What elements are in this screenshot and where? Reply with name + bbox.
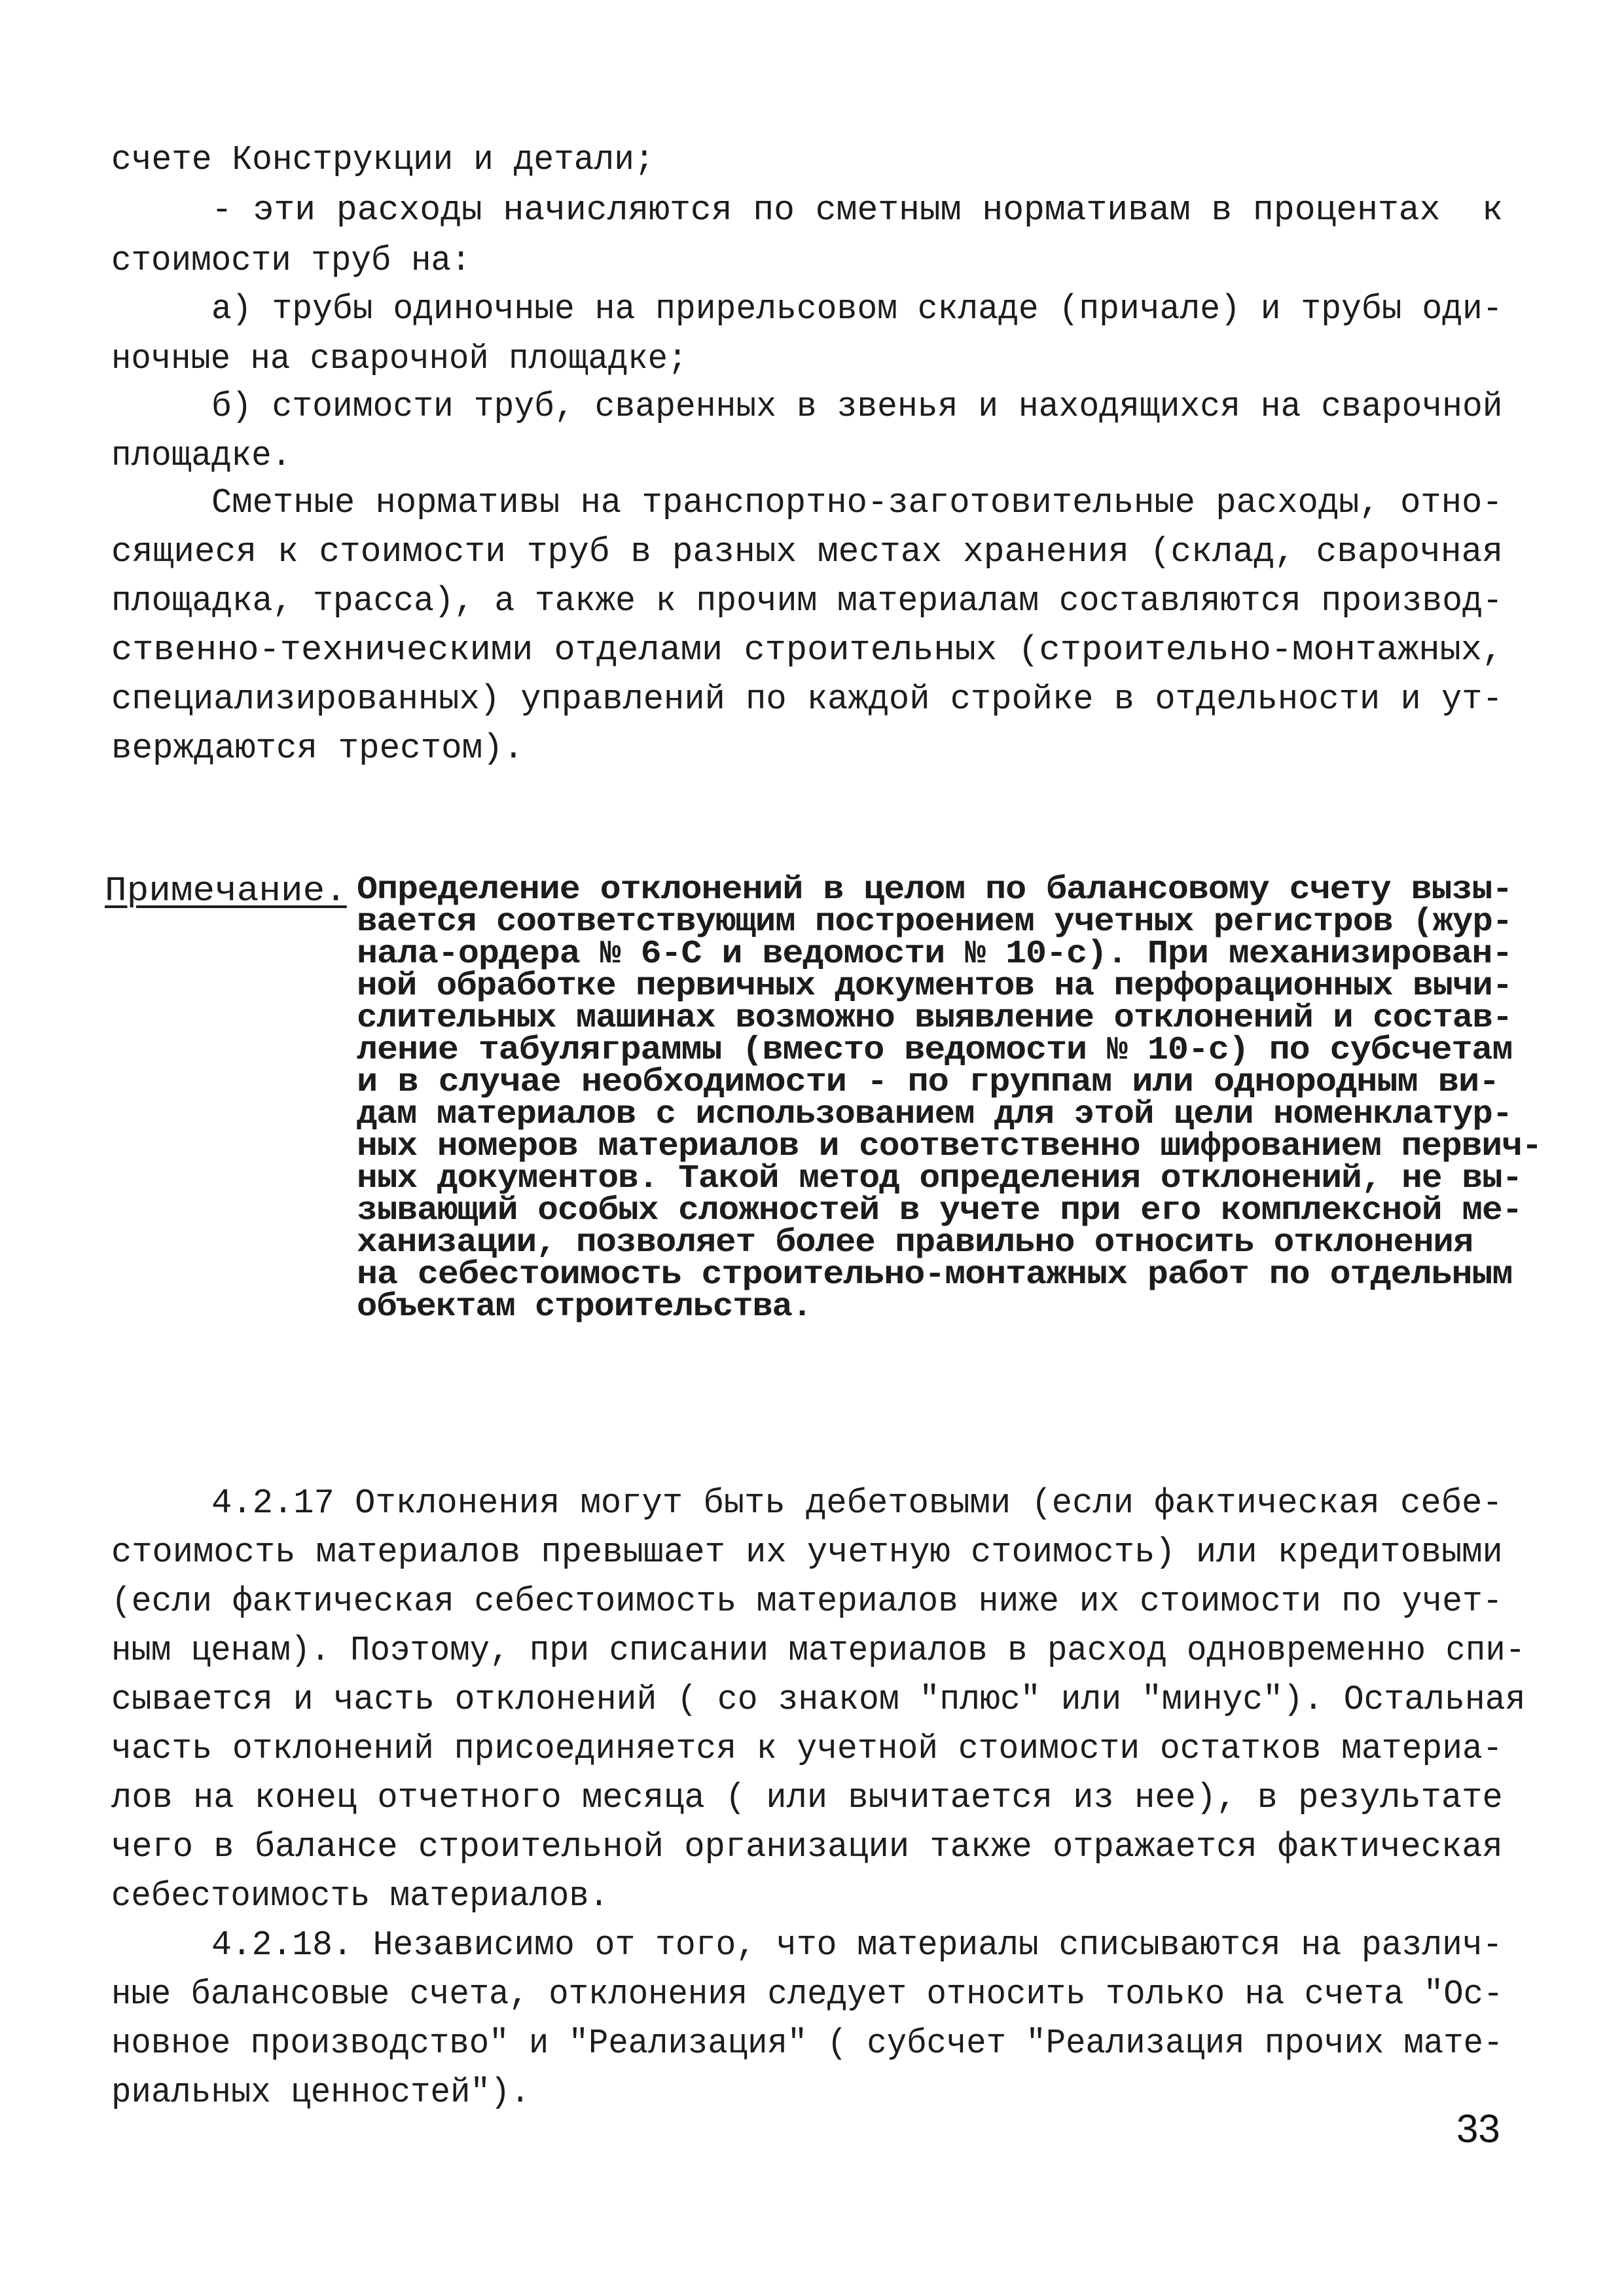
body-line: Сметные нормативы на транспортно-заготовительные расходы, отно- <box>211 483 1503 522</box>
section-4-2-18-line: новное производство" и "Реализация" ( субсчет "Реализация прочих мате- <box>111 2024 1504 2063</box>
body-line: специализированных) управлений по каждой стройке в отдельности и ут- <box>111 680 1503 719</box>
section-4-2-17-line: (если фактическая себестоимость материалов ниже их стоимости по учет- <box>111 1582 1503 1621</box>
note-line: на себестоимость строительно-монтажных работ по отдельным <box>357 1256 1513 1294</box>
body-line: площадке. <box>111 436 292 475</box>
note-line: слительных машинах возможно выявление отклонений и состав- <box>357 1000 1513 1037</box>
body-line: счете Конструкции и детали; <box>111 140 655 179</box>
section-4-2-17-line: часть отклонений присоединяется к учетной стоимости остатков материа- <box>111 1729 1503 1768</box>
note-line: ление табуляграммы (вместо ведомости № 10-с) по субсчетам <box>357 1032 1513 1069</box>
body-line: ственно-техническими отделами строительных (строительно-монтажных, <box>111 630 1504 670</box>
note-line: зывающий особых сложностей в учете при его комплексной ме- <box>357 1192 1523 1230</box>
note-label: Примечание. <box>105 871 347 911</box>
section-4-2-18-line: 4.2.18. Независимо от того, что материалы списываются на различ- <box>211 1925 1503 1965</box>
note-line: нала-ордера № 6-С и ведомости № 10-с). При механизирован- <box>357 936 1513 973</box>
note-line: ных документов. Такой метод определения отклонений, не вы- <box>357 1160 1523 1197</box>
body-line: стоимости труб на: <box>111 241 471 280</box>
note-line: дам материалов с использованием для этой цели номенклатур- <box>357 1096 1513 1133</box>
section-4-2-18-line: ные балансовые счета, отклонения следует относить только на счета "Ос- <box>111 1975 1504 2014</box>
section-4-2-17-line: лов на конец отчетного месяца ( или вычитается из нее), в результате <box>111 1778 1503 1817</box>
body-line: ночные на сварочной площадке; <box>111 339 688 378</box>
note-line: ных номеров материалов и соответственно шифрованием первич- <box>357 1128 1542 1165</box>
body-line: а) трубы одиночные на прирельсовом складе (причале) и трубы оди- <box>211 289 1503 329</box>
page-number: 33 <box>1456 2107 1500 2151</box>
section-4-2-17-line: чего в балансе строительной организации также отражается фактическая <box>111 1827 1503 1867</box>
note-line: объектам строительства. <box>357 1288 812 1326</box>
note-line: ханизации, позволяет более правильно относить отклонения <box>357 1224 1473 1262</box>
body-line: верждаются трестом). <box>111 729 524 768</box>
section-4-2-18-line: риальных ценностей"). <box>111 2073 530 2112</box>
section-4-2-17-line: сывается и часть отклонений ( со знаком "плюс" или "минус"). Остальная <box>111 1680 1526 1719</box>
section-4-2-17-line: себестоимость материалов. <box>111 1876 609 1916</box>
note-line: и в случае необходимости - по группам или однородным ви- <box>357 1064 1500 1101</box>
section-4-2-17-line: ным ценам). Поэтому, при списании материалов в расход одновременно спи- <box>111 1631 1526 1670</box>
note-line: вается соответствующим построением учетных регистров (жур- <box>357 903 1513 941</box>
note-line: ной обработке первичных документов на перфорационных вычи- <box>357 968 1513 1005</box>
body-line: б) стоимости труб, сваренных в звенья и находящихся на сварочной <box>211 387 1503 426</box>
section-4-2-17-line: 4.2.17 Отклонения могут быть дебетовыми (если фактическая себе- <box>211 1484 1503 1523</box>
note-line: Определение отклонений в целом по балансовому счету вызы- <box>357 871 1513 909</box>
body-line: сящиеся к стоимости труб в разных местах хранения (склад, сварочная <box>111 532 1504 572</box>
section-4-2-17-line: стоимость материалов превышает их учетную стоимость) или кредитовыми <box>111 1533 1503 1572</box>
body-line: - эти расходы начисляются по сметным нормативам в процентах к <box>211 191 1503 230</box>
body-line: площадка, трасса), а также к прочим материалам составляются производ- <box>111 581 1503 621</box>
